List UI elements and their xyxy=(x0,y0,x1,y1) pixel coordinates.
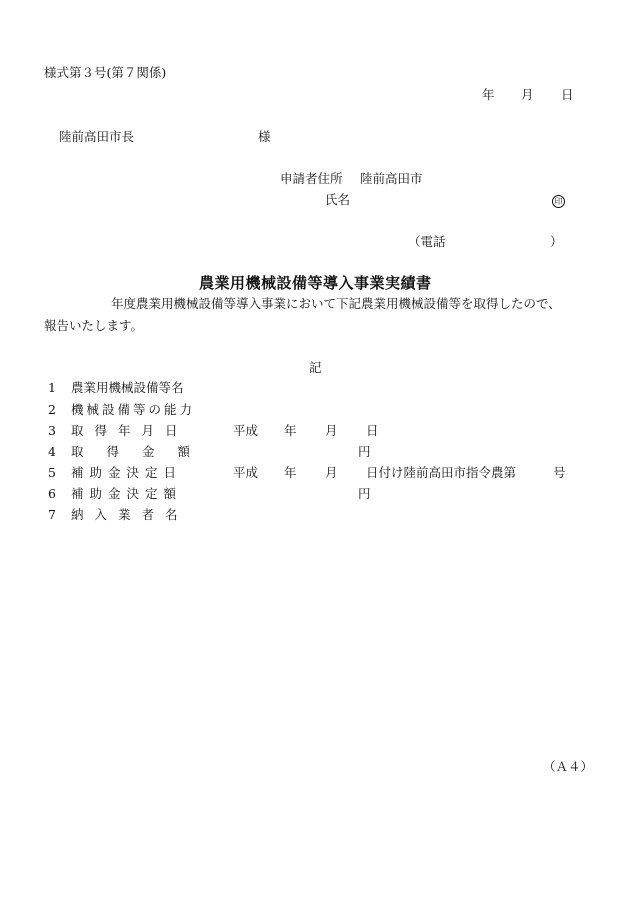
item-label: 農業用機械設備等名 xyxy=(71,380,184,395)
month-label: 月 xyxy=(325,465,338,480)
ki-heading: 記 xyxy=(309,360,322,375)
day-label: 日 xyxy=(366,423,379,438)
item-label: 補助金決定日 xyxy=(71,465,183,480)
item-number: 3 xyxy=(48,423,56,438)
year-label: 年 xyxy=(284,423,297,438)
go-label: 号 xyxy=(553,465,566,480)
date-day-label: 日 xyxy=(561,87,574,102)
item-number: 5 xyxy=(48,465,56,480)
phone-close: ） xyxy=(550,234,563,249)
item-label: 取得金額 xyxy=(71,444,214,459)
item-number: 7 xyxy=(48,507,56,522)
seal-mark xyxy=(552,194,565,208)
addressee-honorific: 様 xyxy=(258,129,271,144)
item-label: 納入業者名 xyxy=(71,507,189,522)
month-label: 月 xyxy=(325,423,338,438)
item-number: 4 xyxy=(48,444,56,459)
document-title: 農業用機械設備等導入事業実績書 xyxy=(199,274,432,292)
form-number: 様式第３号(第７関係) xyxy=(44,65,167,80)
applicant-address-label: 申請者住所 xyxy=(280,171,343,186)
item-number: 1 xyxy=(48,380,56,395)
applicant-name-label: 氏名 xyxy=(325,192,351,207)
phone-open: （電話 xyxy=(408,234,446,249)
addressee-name: 陸前高田市長 xyxy=(59,129,135,144)
yen-label: 円 xyxy=(358,444,371,459)
body-line-1: 年度農業用機械設備等導入事業において下記農業用機械設備等を取得したので、 xyxy=(111,296,561,311)
paper-size-note: （Ａ４） xyxy=(543,759,594,774)
decision-suffix: 日付け陸前高田市指令農第 xyxy=(366,465,517,480)
year-label: 年 xyxy=(284,465,297,480)
era-label: 平成 xyxy=(233,465,259,480)
body-line-2: 報告いたします。 xyxy=(44,318,144,333)
yen-label: 円 xyxy=(358,486,371,501)
date-year-label: 年 xyxy=(482,87,495,102)
item-number: 2 xyxy=(48,402,56,417)
era-label: 平成 xyxy=(233,423,259,438)
item-label: 機械設備等の能力 xyxy=(71,402,196,417)
applicant-address-value: 陸前高田市 xyxy=(360,171,423,186)
item-number: 6 xyxy=(48,486,56,501)
item-label: 取得年月日 xyxy=(71,423,189,438)
seal-icon: 印 xyxy=(552,195,565,208)
date-month-label: 月 xyxy=(521,87,534,102)
item-label: 補助金決定額 xyxy=(71,486,183,501)
